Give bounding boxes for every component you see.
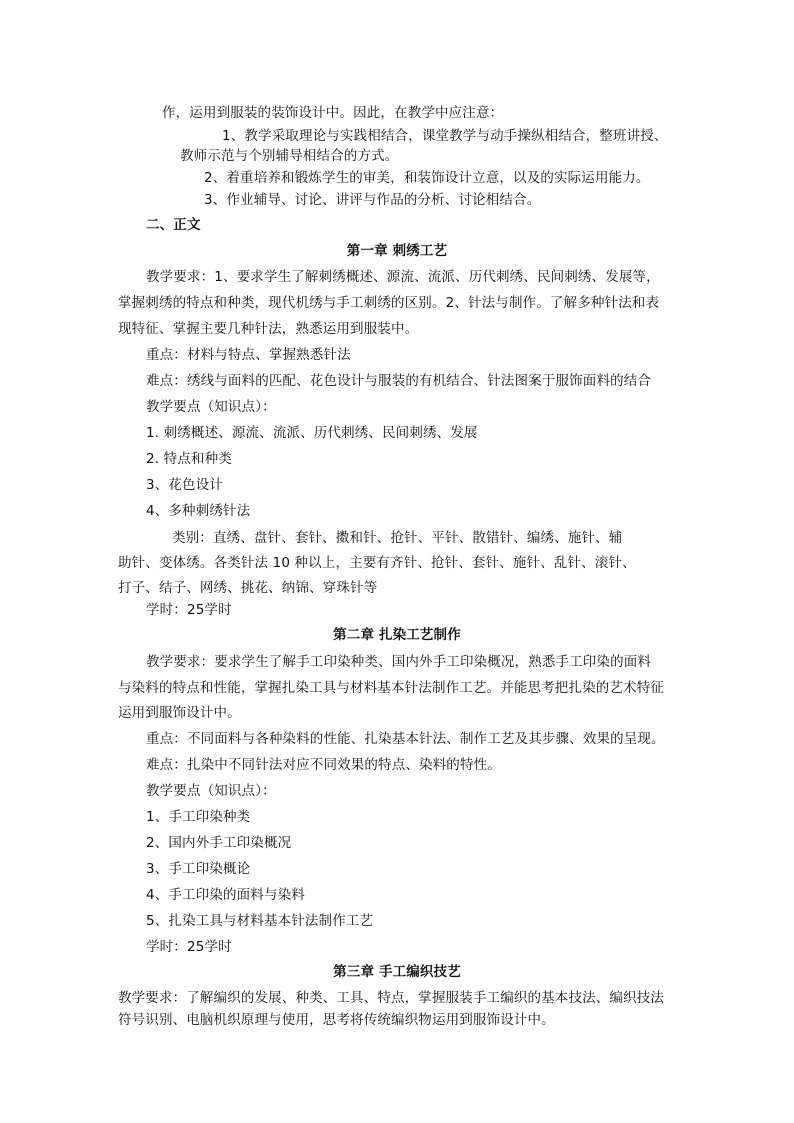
- chapter1-requirement-line: 教学要求：1、要求学生了解刺绣概述、源流、流派、历代刺绣、民间刺绣、发展等，: [146, 269, 660, 285]
- chapter2-requirement-line: 运用到服饰设计中。: [118, 705, 241, 721]
- list-item: 1、手工印染种类: [146, 809, 251, 825]
- chapter1-categories-line: 助针、变体绣。各类针法 10 种以上，主要有齐针、抢针、套针、施针、乱针、滚针、: [118, 555, 636, 571]
- list-item: 1. 刺绣概述、源流、流派、历代刺绣、民间刺绣、发展: [146, 425, 478, 441]
- chapter1-title: 第一章 刺绣工艺: [346, 243, 448, 259]
- chapter3-requirement-line: 教学要求：了解编织的发展、种类、工具、特点，掌握服装手工编织的基本技法、编织技法: [118, 990, 664, 1006]
- chapter2-key-points: 重点：不同面料与各种染料的性能、扎染基本针法、制作工艺及其步骤、效果的呈现。: [146, 731, 665, 747]
- list-item: 2. 特点和种类: [146, 451, 232, 467]
- list-item: 3、花色设计: [146, 477, 223, 493]
- chapter1-categories-line: 打子、结子、网绣、挑花、纳锦、穿珠针等: [118, 580, 378, 596]
- list-item: 4、多种刺绣针法: [146, 503, 251, 519]
- chapter2-title: 第二章 扎染工艺制作: [333, 627, 461, 643]
- chapter1-hours: 学时：25学时: [146, 602, 232, 618]
- list-item: 2、国内外手工印染概况: [146, 835, 292, 851]
- intro-item-3: 3、作业辅导、讨论、讲评与作品的分析、讨论相结合。: [204, 192, 541, 208]
- list-item: 4、手工印染的面料与染料: [146, 887, 305, 903]
- chapter1-points-title: 教学要点（知识点）：: [146, 399, 276, 415]
- intro-item-2: 2、着重培养和锻炼学生的审美，和装饰设计立意，以及的实际运用能力。: [204, 170, 650, 186]
- chapter2-points-title: 教学要点（知识点）：: [146, 783, 276, 799]
- section-heading: 二、正文: [146, 217, 201, 233]
- chapter3-title: 第三章 手工编织技艺: [333, 964, 461, 980]
- intro-item-1a: 1、教学采取理论与实践相结合，课堂教学与动手操纵相结合，整班讲授、: [222, 128, 668, 144]
- chapter2-requirement-line: 教学要求：要求学生了解手工印染种类、国内外手工印染概况，熟悉手工印染的面料: [146, 654, 652, 670]
- chapter1-requirement-line: 掌握刺绣的特点和种类，现代机绣与手工刺绣的区别。2、针法与制作。了解多种针法和表: [118, 295, 660, 311]
- intro-item-1b: 教师示范与个别辅导相结合的方式。: [180, 148, 399, 164]
- chapter2-requirement-line: 与染料的特点和性能，掌握扎染工具与材料基本针法制作工艺。并能思考把扎染的艺术特征: [118, 680, 664, 696]
- intro-line: 作，运用到服装的装饰设计中。因此，在教学中应注意：: [162, 105, 504, 121]
- chapter1-key-points: 重点：材料与特点、掌握熟悉针法: [146, 347, 351, 363]
- chapter2-hours: 学时：25学时: [146, 939, 232, 955]
- chapter3-requirement-line: 符号识别、电脑机织原理与使用，思考将传统编织物运用到服饰设计中。: [118, 1012, 555, 1028]
- chapter1-difficulties: 难点：绣线与面料的匹配、花色设计与服装的有机结合、针法图案于服饰面料的结合: [146, 373, 652, 389]
- chapter1-categories-line: 类别：直绣、盘针、套针、擞和针、抢针、平针、散错针、编绣、施针、辅: [172, 530, 623, 546]
- list-item: 5、扎染工具与材料基本针法制作工艺: [146, 913, 374, 929]
- list-item: 3、手工印染概论: [146, 861, 251, 877]
- chapter2-difficulties: 难点：扎染中不同针法对应不同效果的特点、染料的特性。: [146, 757, 501, 773]
- chapter1-requirement-line: 现特征、掌握主要几种针法，熟悉运用到服装中。: [118, 321, 419, 337]
